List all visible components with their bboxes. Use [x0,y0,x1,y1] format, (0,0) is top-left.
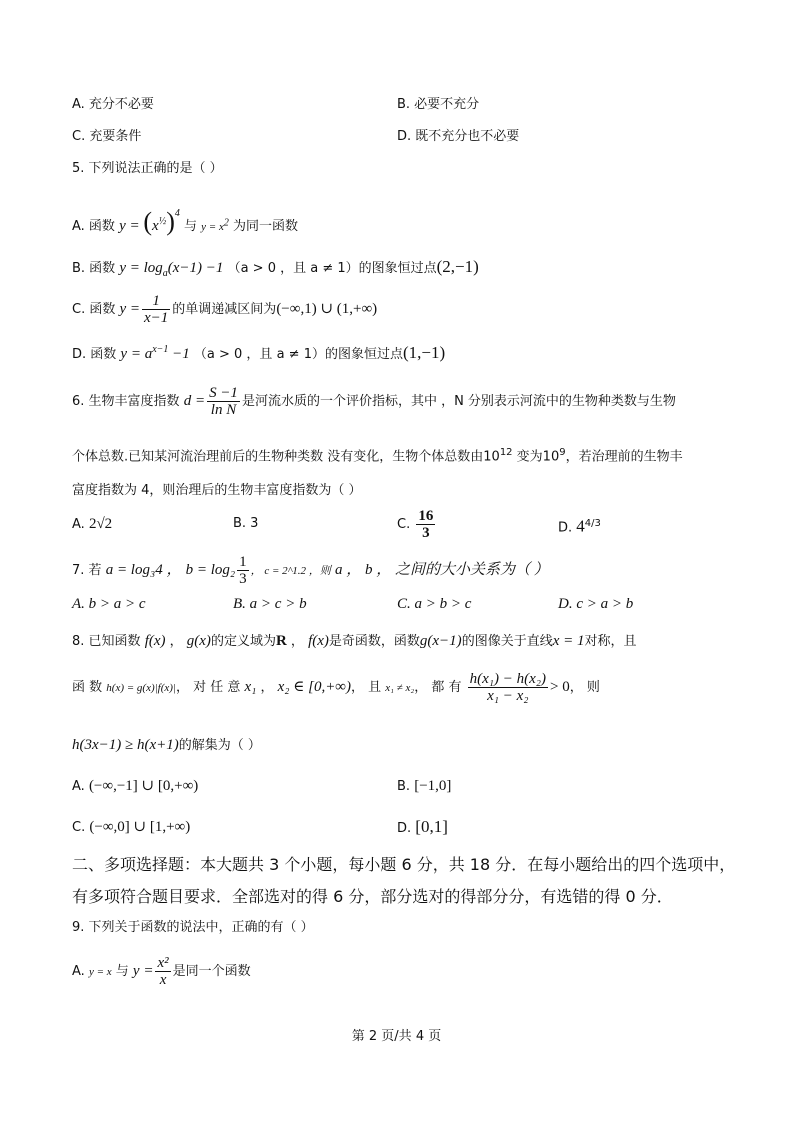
q8-gx1: g(x−1) [419,633,462,649]
q9-a-suffix: 是同一个函数 [172,964,251,979]
q8-f: f(x) [144,633,166,649]
q4-option-b: B. 必要不充分 [397,97,480,112]
q7-b-fraction [237,554,249,587]
q5-d-prefix: D. 函数 [72,347,117,362]
q5-option-b [72,258,479,283]
section2-heading-line1: 二、多项选择题：本大题共 3 个小题，每小题 6 分，共 18 分．在每小题给出的四个选项中， [72,855,736,874]
q5-option-a [72,203,298,238]
q5-a-prefix: A. 函数 [72,219,115,234]
q8-R: R [275,633,287,649]
q8-have: ， 都 有 [414,680,462,695]
q7-suffix: a ， b ， 之间的大小关系为（ ） [334,562,549,578]
q7-c-def: ， c = 2^1.2 ，则 [250,565,331,577]
q6-line1-suffix: 是河流水质的一个评价指标，其中 ，N 分别表示河流中的生物种类数与生物 [241,394,676,409]
q6-a-value: 2√2 [88,516,113,532]
q6-line2 [72,444,683,466]
q7-b-num: 1 [239,554,247,570]
q8-mid: 的定义域为 [210,634,276,649]
q8-d-label: D. [397,821,412,836]
q7-option-b: B. a > c > b [233,596,307,612]
q6-d-label: D. [558,520,573,536]
q8-x1-var: x₁ [244,679,257,695]
q4-option-a: A. 充分不必要 [72,97,154,112]
q6-c-den: 3 [422,525,430,541]
q4-option-d: D. 既不充分也不必要 [397,129,520,144]
q8-x2-var: x₂ ∈ [0,+∞) [277,679,351,695]
q8-line1-suffix: 对称，且 [584,634,637,649]
q8-ineq: h(3x−1) ≥ h(x+1) [72,737,179,753]
q5-b-formula: $y = \log_a(x-1) -1$ [119,260,224,279]
q5-c-interval: (−∞,1) ∪ (1,+∞) [276,301,378,317]
q9-a-label: A. [72,964,85,979]
q6-c-fraction [416,508,435,541]
q8-neq: x₁ ≠ x₂ [385,682,415,694]
q5-b-cond: （a > 0 ，且 a ≠ 1）的图象恒过点 [227,261,437,276]
q9-a-den: x [159,972,167,988]
q9-stem: 9. 下列关于函数的说法中，正确的有（ ） [72,920,314,935]
q6-d-base: 4 [576,516,585,536]
q8-line1: 8. 已知函数 f(x) ， g(x)的定义域为R ， f(x)是奇函数，函数g(x−1)的图像关于直线x = 1对称，且 [72,633,637,649]
q9-a-fraction [155,955,170,988]
q7-option-a: A. b > a > c [72,596,146,612]
q7-stem [72,553,549,588]
q5-c-formula: y = $\frac{1}{x-1}$ [119,293,169,327]
q8-then: ， 则 [569,680,600,695]
q7-option-c: C. a > b > c [397,596,472,612]
q9-a-y: y = x [88,966,112,978]
q7-prefix: 7. 若 [72,563,102,578]
q6-option-d [558,515,601,537]
q6-a-label: A. [72,517,85,532]
q6-line2-suffix: ，若治理前的生物丰 [565,449,683,465]
q5-option-d [72,341,445,364]
q8-b-label: B. [397,779,411,794]
q8-sym: 的图像关于直线 [461,634,553,649]
q5-stem: 5. 下列说法正确的是（ ） [72,161,223,176]
q8-fraction [468,671,548,704]
q5-d-cond: （a > 0 ，且 a ≠ 1）的图象恒过点 [193,347,403,362]
q7-b-prefix: b = log₂ [185,562,236,578]
q8-prefix: 8. 已知函数 [72,634,141,649]
q5-a-suffix: 为同一函数 [233,219,299,234]
q6-option-b: B. 3 [233,516,259,531]
q8-and: ， 且 [351,680,382,695]
q5-a-formula: $y = (x^{\frac{1}{2}})^4$ [119,207,180,236]
q6-line2-text: 个体总数.已知某河流治理前后的生物种类数 没有变化，生物个体总数由10 [72,449,500,465]
q9-a-mid: 与 [115,964,129,979]
q8-den: x₁ − x₂ [487,688,529,704]
q6-line3: 富度指数为 4，则治理后的生物丰富度指数为（ ） [72,483,362,498]
q8-option-a [72,777,198,796]
q5-d-formula: $y = a^{x-1} -1$ [120,344,190,362]
q6-c-num: 16 [418,508,434,524]
q8-line2: 函 数 h(x) = g(x)|f(x)|， 对 任 意 x₁ ， x₂ ∈ [0,+∞)， 且 x₁ ≠ x₂， 都 有 $\frac{\text{h(x₁) − h(x₂)}}{\text{x₁ − x₂}}$ > 0， 则 [72,671,600,704]
q5-c-suffix: 的单调递减区间为 [172,302,277,317]
q6-line1-prefix: 6. 生物丰富度指数 [72,394,180,409]
q8-any: ， 对 任 意 [175,680,241,695]
q6-option-c [397,508,437,542]
q8-x1: x = 1 [552,633,585,649]
q6-line2-mid: 变为10 [512,449,560,465]
q5-a-formula2: $y = x^2$ [201,217,229,233]
q9-option-a: A. y = x 与 y = $\frac{\text{x²}}{x}$ 是同一个函数 [72,955,251,988]
q8-a-label: A. [72,779,85,794]
q8-f2: f(x) [308,633,329,649]
q8-b-value: [−1,0] [414,778,452,794]
q8-g: g(x) [186,633,211,649]
q8-a-value: (−∞,−1] ∪ [0,+∞) [88,778,199,794]
q7-b-den: 3 [239,571,247,587]
q8-c-value: (−∞,0] ∪ [1,+∞) [89,819,191,835]
q6-c-label: C. [397,517,411,532]
q8-option-d [397,818,448,838]
q7-a-def: a = log₃4 ， [105,562,182,578]
q5-a-mid: 与 [184,219,198,234]
q8-d-value: [0,1] [415,817,448,836]
q6-exp1: 12 [499,447,513,458]
q5-c-prefix: C. 函数 [72,302,116,317]
q6-option-a [72,515,112,534]
q8-c-label: C. [72,820,86,835]
q5-d-point: (1,−1) [402,343,446,362]
q8-option-b [397,777,451,796]
q6-formula: d = $\frac{S -1}{\text{ln N}}$ [183,385,238,419]
q6-d-exp: 4/3 [584,518,601,529]
q8-line3-suffix: 的解集为（ ） [178,738,261,753]
q8-line3 [72,736,261,755]
q5-option-c [72,292,377,327]
q7-option-d: D. c > a > b [558,596,634,612]
q8-num: h(x₁) − h(x₂) [469,671,546,687]
q6-line1 [72,384,676,419]
q8-h-def: h(x) = g(x)|f(x)| [106,682,176,694]
q5-b-point: (2,−1) [436,257,479,276]
q8-line2-prefix: 函 数 [72,680,103,695]
q5-b-prefix: B. 函数 [72,261,116,276]
q8-option-c [72,818,190,837]
section2-heading-line2: 有多项符合题目要求．全部选对的得 6 分，部分选对的得部分分，有选错的得 0 分． [72,887,673,906]
q9-a-num: x² [157,955,169,971]
q8-gt: > 0 [550,679,570,695]
q8-odd: 是奇函数，函数 [328,634,420,649]
q4-option-c: C. 充要条件 [72,129,142,144]
q6-exp2: 9 [559,447,566,458]
page-footer: 第 2 页/共 4 页 [351,1029,442,1044]
